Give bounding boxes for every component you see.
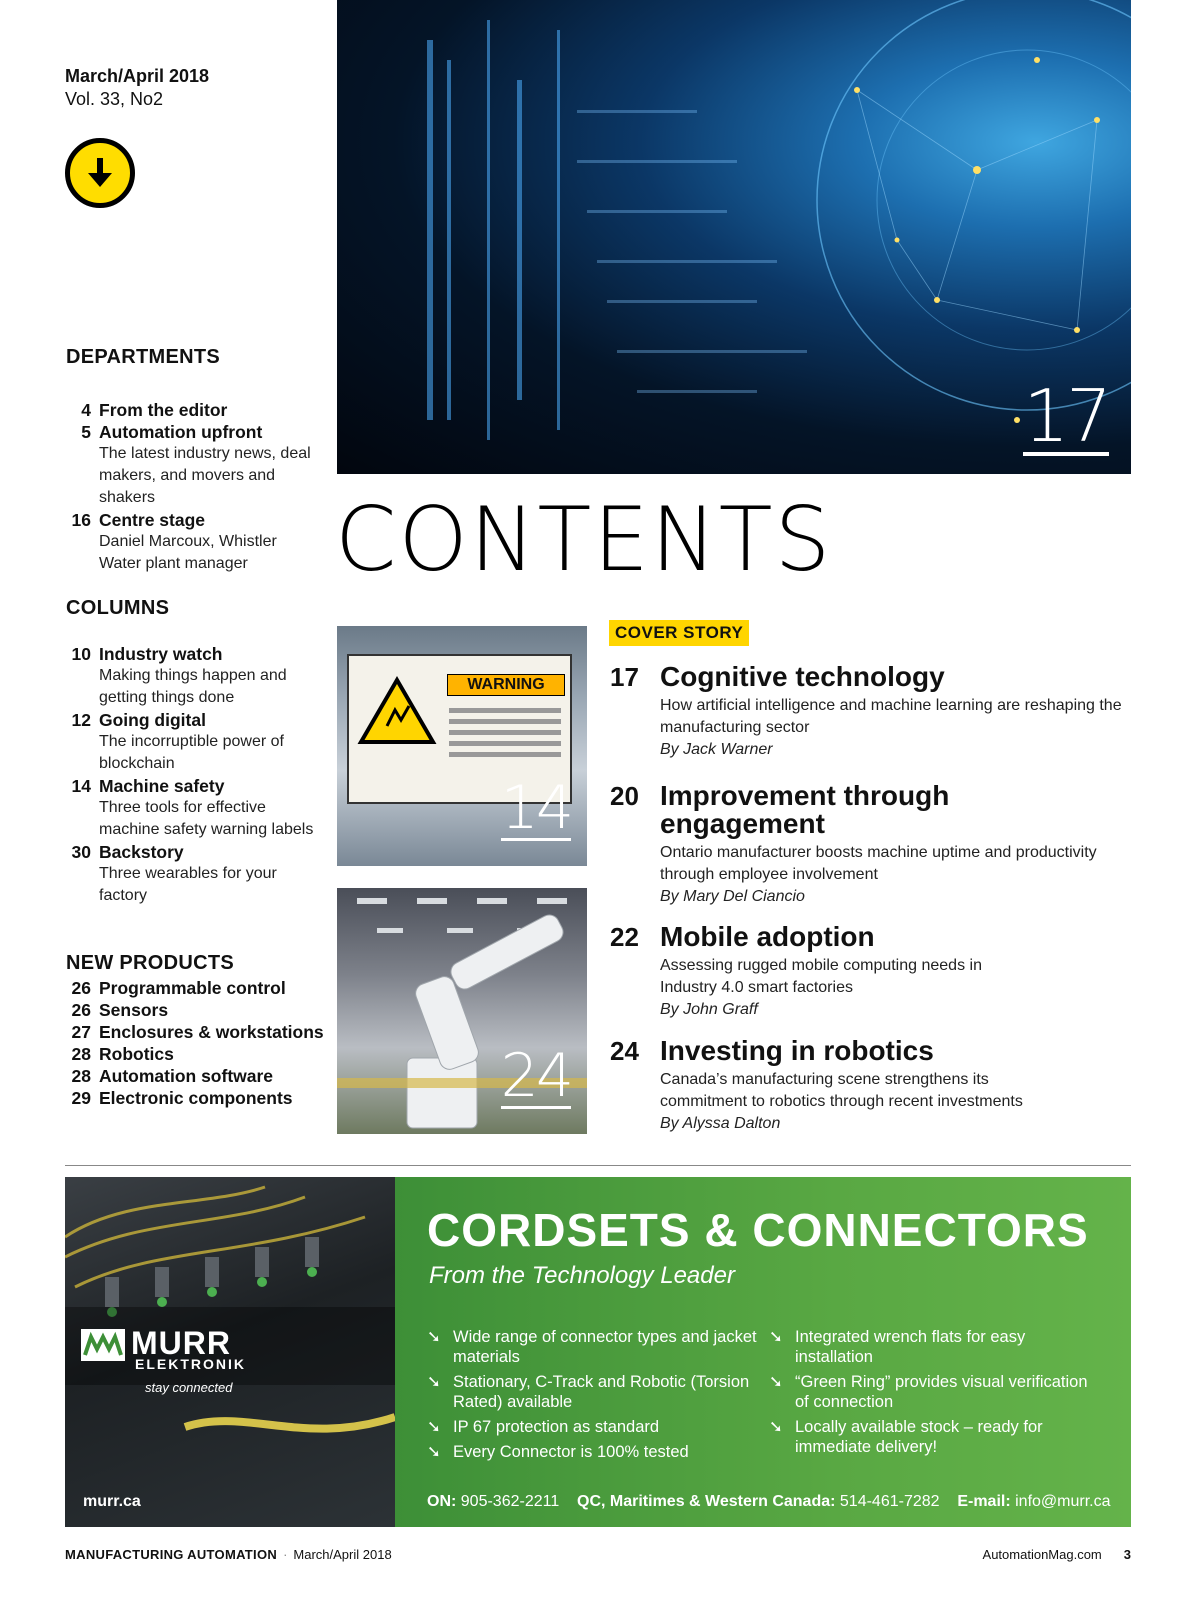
arrow-bullet-icon: ➘ — [427, 1328, 441, 1346]
murr-logo — [81, 1325, 246, 1395]
toc-title: From the editor — [99, 400, 228, 420]
toc-page: 5 — [81, 422, 91, 442]
toc-item[interactable] — [65, 999, 325, 1021]
ad-bullet: ➘ IP 67 protection as standard — [427, 1418, 660, 1436]
toc-page: 16 — [71, 510, 91, 530]
new-products-heading: NEW PRODUCTS — [66, 952, 235, 974]
page-number: 3 — [1123, 1547, 1131, 1562]
feature-item[interactable] — [610, 1037, 1130, 1135]
toc-page: 28 — [71, 1044, 91, 1064]
footer-separator: · — [283, 1547, 288, 1562]
section-divider — [65, 1165, 1131, 1166]
advertisement[interactable] — [65, 1177, 1131, 1527]
footer-date: March/April 2018 — [293, 1547, 392, 1562]
murr-logo-icon — [81, 1329, 125, 1361]
feature-item[interactable] — [610, 782, 1130, 908]
footer-right — [983, 1547, 1131, 1562]
ad-bullet: ➘ “Green Ring” provides visual verification of connection — [769, 1373, 1088, 1411]
footer-left — [65, 1547, 392, 1562]
feature-desc: Assessing rugged mobile computing needs in Industry 4.0 smart factories — [660, 957, 982, 996]
feature-item[interactable] — [610, 663, 1130, 761]
toc-page: 27 — [71, 1022, 91, 1042]
toc-title: Automation upfront — [99, 422, 263, 442]
toc-item[interactable] — [65, 977, 325, 999]
toc-desc: Three tools for effective machine safety warning labels — [99, 799, 314, 838]
toc-title: Going digital — [99, 710, 206, 730]
feature-desc: Canada’s manufacturing scene strengthens its commitment to robotics through recent investments — [660, 1071, 1023, 1110]
contents-title: CONTENTS — [335, 488, 833, 591]
columns-list — [65, 643, 320, 907]
toc-item[interactable] — [65, 509, 320, 575]
warning-triangle-icon — [357, 676, 437, 746]
thumbnail-page-number: 24 — [500, 1041, 571, 1111]
ad-url[interactable]: murr.ca — [83, 1493, 141, 1510]
departments-heading: DEPARTMENTS — [66, 346, 221, 368]
toc-item[interactable] — [65, 1065, 325, 1087]
hero-image[interactable] — [337, 0, 1131, 474]
footer-website[interactable]: AutomationMag.com — [982, 1547, 1102, 1562]
feature-byline: By John Graff — [660, 1001, 758, 1018]
departments-list — [65, 399, 320, 575]
ad-green-panel — [395, 1177, 1131, 1527]
toc-title: Industry watch — [99, 644, 223, 664]
arrow-bullet-icon: ➘ — [769, 1373, 783, 1391]
arrow-down-glyph — [80, 153, 120, 193]
toc-item[interactable] — [65, 841, 320, 907]
feature-title: Mobile adoption — [660, 921, 875, 952]
ad-bullet: ➘ Every Connector is 100% tested — [427, 1443, 689, 1461]
logo-line2: ELEKTRONIK — [135, 1356, 246, 1372]
toc-page: 28 — [71, 1066, 91, 1086]
toc-item[interactable] — [65, 709, 320, 775]
ad-product-photo — [65, 1177, 395, 1527]
toc-title: Enclosures & workstations — [99, 1022, 324, 1042]
columns-heading: COLUMNS — [66, 597, 170, 619]
ad-bullet: ➘ Stationary, C-Track and Robotic (Torsion Rated) available — [427, 1373, 750, 1411]
toc-desc: The latest industry news, deal makers, and movers and shakers — [99, 445, 311, 506]
feature-byline: By Mary Del Ciancio — [660, 888, 805, 905]
feature-page: 24 — [610, 1036, 639, 1066]
feature-item[interactable] — [610, 923, 1130, 1021]
toc-desc: Three wearables for your factory — [99, 865, 277, 904]
toc-title: Robotics — [99, 1044, 174, 1064]
warning-fine-print — [449, 702, 561, 776]
ad-phone-qc[interactable]: 514-461-7282 — [839, 1493, 940, 1510]
toc-desc: Daniel Marcoux, Whistler Water plant manager — [99, 533, 277, 572]
toc-item[interactable] — [65, 399, 320, 421]
issue-date: March/April 2018 — [65, 66, 210, 86]
toc-title: Machine safety — [99, 776, 225, 796]
cover-story-badge: COVER STORY — [609, 620, 749, 646]
toc-title: Electronic components — [99, 1088, 293, 1108]
toc-title: Sensors — [99, 1000, 169, 1020]
thumbnail-warning-sign[interactable] — [337, 626, 587, 866]
toc-title: Backstory — [99, 842, 184, 862]
warning-sign-text: WARNING — [447, 674, 565, 696]
feature-byline: By Alyssa Dalton — [660, 1115, 781, 1132]
arrow-bullet-icon: ➘ — [427, 1373, 441, 1391]
thumbnail-robot-arm[interactable] — [337, 888, 587, 1134]
issue-info — [65, 64, 209, 110]
toc-page: 14 — [71, 776, 91, 796]
toc-page: 30 — [71, 842, 91, 862]
toc-page: 10 — [71, 644, 91, 664]
feature-title: Improvement through engagement — [660, 780, 950, 839]
feature-page: 20 — [610, 781, 639, 811]
toc-page: 26 — [71, 1000, 91, 1020]
ad-headline: CORDSETS & CONNECTORS — [427, 1204, 1089, 1256]
ad-tagline: From the Technology Leader — [429, 1262, 735, 1289]
toc-page: 4 — [81, 400, 91, 420]
ad-email[interactable]: info@murr.ca — [1015, 1493, 1111, 1510]
footer-magazine: MANUFACTURING AUTOMATION — [65, 1547, 278, 1562]
logo-line1: MURR — [131, 1325, 231, 1361]
logo-slogan: stay connected — [145, 1380, 233, 1395]
toc-item[interactable] — [65, 1043, 325, 1065]
toc-item[interactable] — [65, 1021, 325, 1043]
ad-contact-line: ON: 905-362-2211 QC, Maritimes & Western Canada: 514-461-7282 E-mail: info@murr.ca — [427, 1493, 1111, 1510]
feature-page: 22 — [610, 922, 639, 952]
toc-page: 12 — [71, 710, 91, 730]
arrow-bullet-icon: ➘ — [427, 1418, 441, 1436]
toc-page: 26 — [71, 978, 91, 998]
hero-page-number: 17 — [1023, 374, 1109, 458]
toc-title: Automation software — [99, 1066, 274, 1086]
feature-desc: Ontario manufacturer boosts machine uptime and productivity through employee involvement — [660, 844, 1097, 883]
thumbnail-page-number: 14 — [500, 773, 571, 843]
feature-title: Cognitive technology — [660, 661, 945, 692]
arrow-down-icon[interactable] — [65, 138, 135, 208]
toc-item[interactable] — [65, 643, 320, 709]
ad-bullets-left — [427, 1327, 757, 1467]
toc-page: 29 — [71, 1088, 91, 1108]
feature-desc: How artificial intelligence and machine learning are reshaping the manufacturing sector — [660, 697, 1122, 736]
arrow-bullet-icon: ➘ — [769, 1328, 783, 1346]
toc-title: Programmable control — [99, 978, 286, 998]
feature-page: 17 — [610, 662, 639, 692]
toc-title: Centre stage — [99, 510, 206, 530]
ad-bullet: ➘ Locally available stock – ready for immediate delivery! — [769, 1418, 1043, 1456]
feature-title: Investing in robotics — [660, 1035, 934, 1066]
toc-item[interactable] — [65, 421, 320, 509]
ad-bullets-right — [769, 1327, 1089, 1462]
toc-desc: The incorruptible power of blockchain — [99, 733, 284, 772]
arrow-bullet-icon: ➘ — [427, 1443, 441, 1461]
issue-volume: Vol. 33, No2 — [65, 89, 164, 109]
toc-item[interactable] — [65, 775, 320, 841]
ad-phone-on[interactable]: 905-362-2211 — [460, 1493, 560, 1510]
feature-byline: By Jack Warner — [660, 741, 773, 758]
toc-item[interactable] — [65, 1087, 325, 1109]
new-products-list — [65, 977, 325, 1109]
arrow-bullet-icon: ➘ — [769, 1418, 783, 1436]
ad-bullet: ➘ Wide range of connector types and jacket materials — [427, 1328, 757, 1366]
toc-desc: Making things happen and getting things done — [99, 667, 287, 706]
ad-bullet: ➘ Integrated wrench flats for easy installation — [769, 1328, 1026, 1366]
hero-network-graphic — [337, 0, 1131, 474]
